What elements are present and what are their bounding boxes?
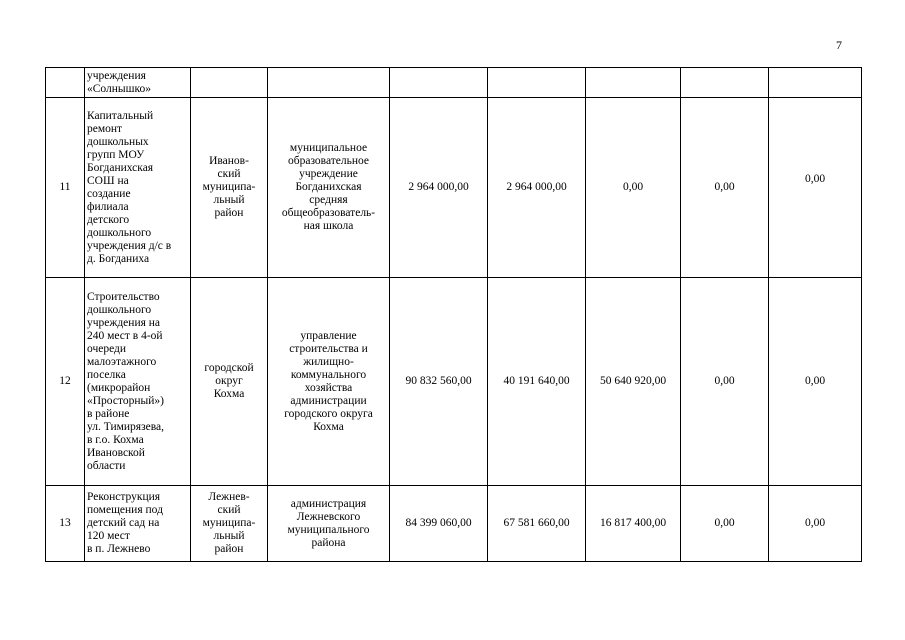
organization: управление строительства и жилищно- коммунального хозяйства администрации городского округа Кохма bbox=[268, 278, 390, 486]
amount-1: 2 964 000,00 bbox=[488, 98, 586, 278]
amount-3: 0,00 bbox=[681, 98, 769, 278]
amount-2: 50 640 920,00 bbox=[586, 278, 681, 486]
row-number bbox=[46, 68, 85, 98]
amount-4: 0,00 bbox=[769, 278, 862, 486]
object-name: Строительство дошкольного учреждения на 240 мест в 4-ой очереди малоэтажного поселка (микрорайон «Просторный») в районе ул. Тимирязева, в г.о. Кохма Ивановской области bbox=[85, 278, 191, 486]
total-amount: 84 399 060,00 bbox=[390, 486, 488, 562]
amount-1: 40 191 640,00 bbox=[488, 278, 586, 486]
total-amount: 90 832 560,00 bbox=[390, 278, 488, 486]
total-amount bbox=[390, 68, 488, 98]
amount-3 bbox=[681, 68, 769, 98]
amount-1: 67 581 660,00 bbox=[488, 486, 586, 562]
page-number: 7 bbox=[836, 38, 842, 52]
row-number: 13 bbox=[46, 486, 85, 562]
table-row bbox=[46, 68, 862, 98]
amount-4: 0,00 bbox=[769, 486, 862, 562]
table-row bbox=[46, 278, 862, 486]
municipality bbox=[191, 68, 268, 98]
table-row bbox=[46, 98, 862, 278]
amount-4: 0,00 bbox=[769, 98, 862, 278]
organization: муниципальное образовательное учреждение Богданихская средняя общеобразователь- ная школа bbox=[268, 98, 390, 278]
table-row bbox=[46, 486, 862, 562]
amount-1 bbox=[488, 68, 586, 98]
amount-3: 0,00 bbox=[681, 278, 769, 486]
object-name: учреждения «Солнышко» bbox=[85, 68, 191, 98]
organization: администрация Лежневского муниципального района bbox=[268, 486, 390, 562]
municipality: Иванов- ский муниципа- льный район bbox=[191, 98, 268, 278]
amount-2: 16 817 400,00 bbox=[586, 486, 681, 562]
total-amount: 2 964 000,00 bbox=[390, 98, 488, 278]
object-name: Капитальный ремонт дошкольных групп МОУ Богданихская СОШ на создание филиала детского дошкольного учреждения д/с в д. Богданиха bbox=[85, 98, 191, 278]
amount-4 bbox=[769, 68, 862, 98]
budget-table bbox=[45, 67, 862, 562]
municipality: городской округ Кохма bbox=[191, 278, 268, 486]
object-name: Реконструкция помещения под детский сад на 120 мест в п. Лежнево bbox=[85, 486, 191, 562]
organization bbox=[268, 68, 390, 98]
amount-2 bbox=[586, 68, 681, 98]
amount-2: 0,00 bbox=[586, 98, 681, 278]
row-number: 11 bbox=[46, 98, 85, 278]
amount-3: 0,00 bbox=[681, 486, 769, 562]
row-number: 12 bbox=[46, 278, 85, 486]
municipality: Лежнев- ский муниципа- льный район bbox=[191, 486, 268, 562]
